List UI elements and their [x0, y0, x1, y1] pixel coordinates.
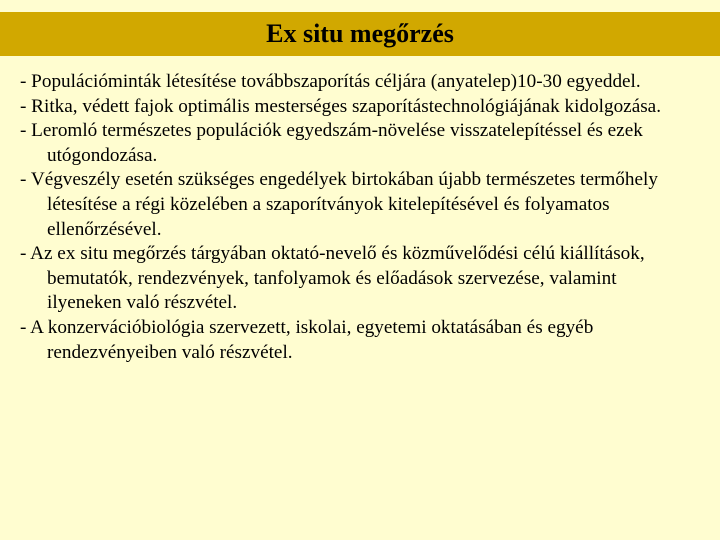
bullet-item: - Ritka, védett fajok optimális mesterséges szaporítástechnológiájának kidolgozása. — [20, 95, 661, 117]
title-bar — [0, 12, 720, 56]
bullet-item: - A konzervációbiológia szervezett, iskolai, egyetemi oktatásában és egyéb rendezvényeiben való részvétel. — [20, 316, 594, 363]
bullet-item: - Az ex situ megőrzés tárgyában oktató-nevelő és közművelődési célú kiállítások, bemutatók, rendezvények, tanfolyamok és előadások szervezése, valamint ilyeneken való részvétel. — [20, 243, 645, 314]
bullet-item: - Végveszély esetén szükséges engedélyek birtokában újabb természetes termőhely létesítése a régi közelében a szaporítványok kitelepítésével és folyamatos ellenőrzésével. — [20, 169, 658, 240]
bullet-item: - Leromló természetes populációk egyedszám-növelése visszatelepítéssel és ezek utógondozása. — [20, 120, 643, 166]
slide-title: Ex situ megőrzés — [266, 19, 454, 48]
bullet-list — [20, 70, 690, 365]
bullet-item: - Populációminták létesítése továbbszaporítás céljára (anyatelep)10-30 egyeddel. — [20, 71, 641, 92]
